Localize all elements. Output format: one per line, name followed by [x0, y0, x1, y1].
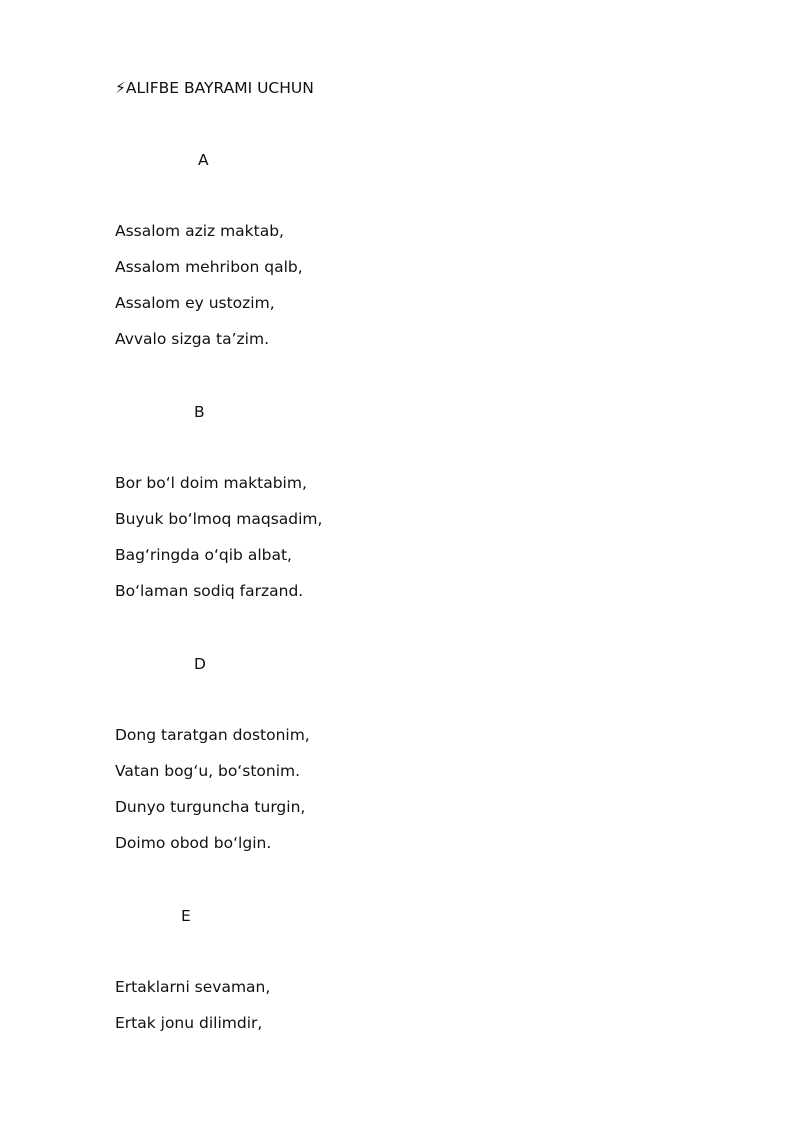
poem-line: Assalom ey ustozim, [115, 294, 275, 312]
poem-line: Vatan bog‘u, bo‘stonim. [115, 762, 301, 780]
stanza-letter-e: E [181, 907, 191, 925]
poem-line: Avvalo sizga ta’zim. [115, 330, 270, 348]
stanza-letter-b: B [194, 403, 205, 421]
poem-line: Buyuk bo‘lmoq maqsadim, [115, 510, 323, 528]
poem-line: Bo‘laman sodiq farzand. [115, 582, 304, 600]
stanza-letter-d: D [194, 655, 206, 673]
poem-line: Ertaklarni sevaman, [115, 978, 271, 996]
poem-line: Dunyo turguncha turgin, [115, 798, 306, 816]
poem-line: Ertak jonu dilimdir, [115, 1014, 263, 1032]
poem-line: Dong taratgan dostonim, [115, 726, 310, 744]
document-title: ⚡ALIFBE BAYRAMI UCHUN [115, 79, 314, 97]
poem-line: Bor bo‘l doim maktabim, [115, 474, 307, 492]
poem-line: Assalom aziz maktab, [115, 222, 284, 240]
poem-line: Assalom mehribon qalb, [115, 258, 303, 276]
stanza-letter-a: A [198, 151, 209, 169]
poem-line: Doimo obod bo‘lgin. [115, 834, 272, 852]
poem-line: Bag‘ringda o‘qib albat, [115, 546, 292, 564]
